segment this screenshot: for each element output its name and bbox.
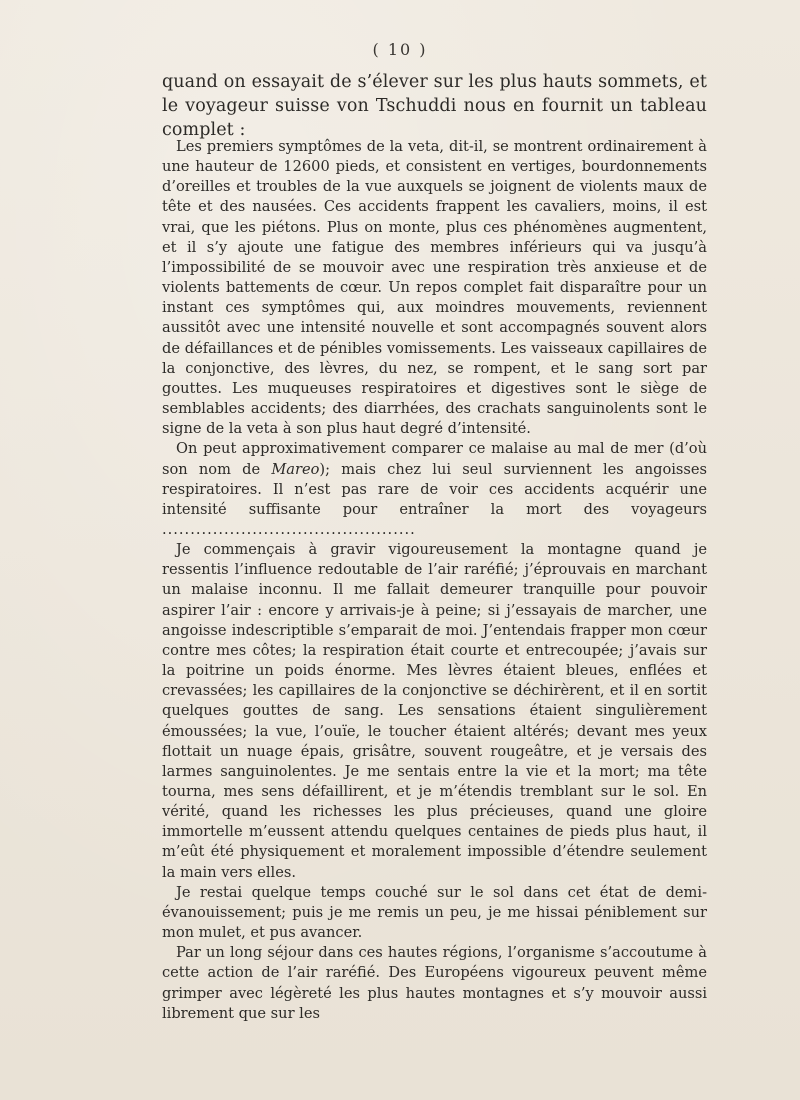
quote-paragraph-1: Les premiers symptômes de la veta, dit-il, se montrent ordinairement à une hauteur de 12600 pieds, et consistent en vertiges, bourdonnements d’oreilles et troubles de la vue auxquels se joignent de violents maux de tête et des nausées. Ces accidents frappent les cavaliers, moins, il est vrai, que les piétons. Plus on monte, plus ces phénomènes augmentent, et il s’y ajoute une fatigue des membres inférieurs qui va jusqu’à l’impossibilité de se mouvoir avec une respiration très anxieuse et de violents battements de cœur. Un repos complet fait disparaître pour un instant ces symptômes qui, aux moindres mouvements, reviennent aussitôt avec une intensité nouvelle et sont accompagnés souvent alors de défaillances et de pénibles vomissements. Les vaisseaux capillaires de la conjonctive, des lèvres, du nez, se rompent, et le sang sort par gouttes. Les muqueuses respiratoires et digestives sont le siège de semblables accidents; des diarrhées, des crachats sanguinolents sont le signe de la veta à son plus haut degré d’intensité. (162, 138, 707, 438)
quote-paragraph-4: Je restai quelque temps couché sur le sol dans cet état de demi-évanouissement; puis je me remis un peu, je me hissai péniblement sur mon mulet, et pus avancer. (162, 883, 707, 942)
mareo-term: Mareo (271, 460, 320, 478)
ellipsis-dots: ............................................. (162, 520, 416, 538)
intro-paragraph: quand on essayait de s’élever sur les plus hauts sommets, et le voyageur suisse von Tschuddi nous en fournit un tableau complet : (162, 72, 707, 140)
quote-paragraph-2-start: On peut approximativement comparer ce malaise au mal de mer (d’où son nom de (162, 440, 707, 478)
quote-paragraph-2 (162, 439, 707, 540)
intro-text-block (162, 70, 707, 142)
quote-paragraph-3: Je commençais à gravir vigoureusement la montagne quand je ressentis l’influence redoutable de l’air raréfié; j’éprouvais en marchant un malaise inconnu. Il me fallait demeurer tranquille pour pouvoir aspirer l’air : encore y arrivais-je à peine; si j’essayais de marcher, une angoisse indescriptible s’emparait de moi. J’entendais frapper mon cœur contre mes côtes; la respiration était courte et entrecoupée; j’avais sur la poitrine un poids énorme. Mes lèvres étaient bleues, enflées et crevassées; les capillaires de la conjonctive se déchirèrent, et il en sortit quelques gouttes de sang. Les sensations étaient singulièrement émoussées; la vue, l’ouïe, le toucher étaient altérés; devant mes yeux flottait un nuage épais, grisâtre, souvent rougeâtre, et je versais des larmes sanguinolentes. Je me sentais entre la vie et la mort; ma tête tourna, mes sens défaillirent, et je m’étendis tremblant sur le sol. En vérité, quand les richesses les plus précieuses, quand une gloire immortelle m’eussent attendu quelques centaines de pieds plus haut, il m’eût été physiquement et moralement impossible d’étendre seulement la main vers elles. (162, 541, 707, 881)
page-number: ( 10 ) (372, 40, 428, 59)
quote-paragraph-5: Par un long séjour dans ces hautes régions, l’organisme s’accoutume à cette action de l’air raréfié. Des Européens vigoureux peuvent même grimper avec légèreté les plus hautes montagnes et s’y mouvoir aussi librement que sur les (162, 944, 707, 1022)
quote-paragraph-2-end: ); mais chez lui seul surviennent les angoisses respiratoires. Il n’est pas rare de voir ces accidents acquérir une intensité suffisante pour entraîner la mort des voyageurs (162, 460, 708, 518)
quoted-passage (162, 137, 707, 1024)
